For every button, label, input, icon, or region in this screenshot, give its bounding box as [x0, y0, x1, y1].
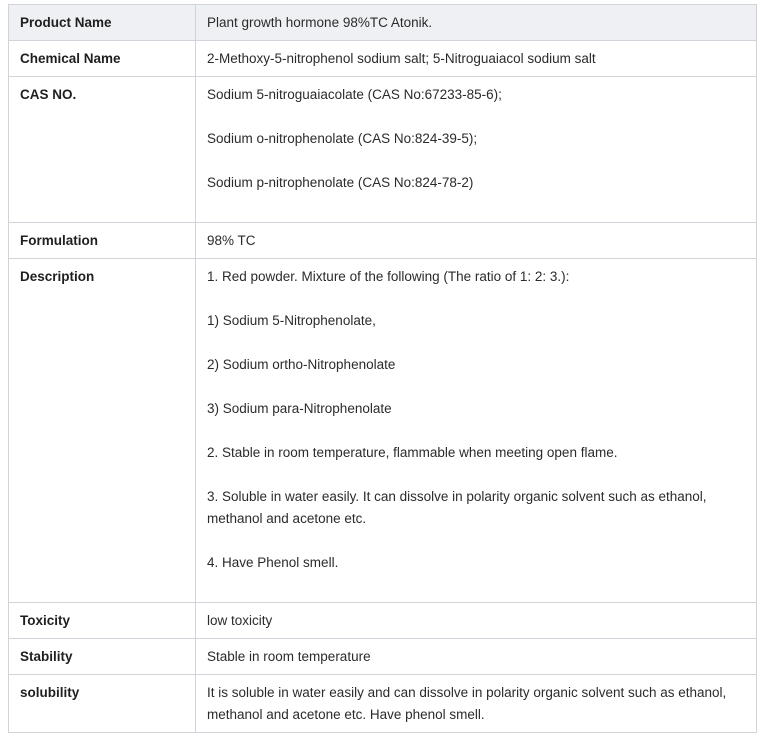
row-label — [9, 5, 196, 41]
row-value-text: Sodium o-nitrophenolate (CAS No:824-39-5); — [207, 131, 478, 146]
row-label-text: solubility — [20, 685, 80, 700]
row-value — [196, 603, 757, 639]
row-value — [196, 5, 757, 41]
row-label-text: Description — [20, 269, 95, 284]
row-label — [9, 639, 196, 675]
row-value-text: 2. Stable in room temperature, flammable when meeting open flame. — [207, 445, 618, 460]
row-value-text: 2-Methoxy-5-nitrophenol sodium salt; 5-Nitroguaiacol sodium salt — [207, 51, 596, 66]
table-row-chemical-name — [9, 41, 757, 77]
row-label — [9, 675, 196, 733]
row-value-text: 3. Soluble in water easily. It can dissolve in polarity organic solvent such as ethanol, methanol and acetone etc. — [207, 489, 707, 526]
row-value — [196, 77, 757, 223]
row-value — [196, 259, 757, 603]
row-value-text: 98% TC — [207, 233, 256, 248]
row-value-text: Sodium 5-nitroguaiacolate (CAS No:67233-85-6); — [207, 87, 502, 102]
row-label — [9, 603, 196, 639]
row-value — [196, 675, 757, 733]
row-label-text: Formulation — [20, 233, 98, 248]
row-label — [9, 77, 196, 223]
row-label — [9, 259, 196, 603]
table-row-cas-no — [9, 77, 757, 223]
row-value-text: 4. Have Phenol smell. — [207, 555, 339, 570]
row-value — [196, 223, 757, 259]
product-spec-table — [8, 4, 757, 733]
row-value — [196, 41, 757, 77]
table-row-toxicity — [9, 603, 757, 639]
row-value-text: low toxicity — [207, 613, 273, 628]
row-value-text: 3) Sodium para-Nitrophenolate — [207, 401, 392, 416]
row-label-text: Product Name — [20, 15, 112, 30]
row-label — [9, 223, 196, 259]
table-row-product-name — [9, 5, 757, 41]
row-value-text: Plant growth hormone 98%TC Atonik. — [207, 15, 433, 30]
table-row-solubility — [9, 675, 757, 733]
row-label-text: Chemical Name — [20, 51, 121, 66]
row-label — [9, 41, 196, 77]
row-value-text: 2) Sodium ortho-Nitrophenolate — [207, 357, 396, 372]
table-row-description — [9, 259, 757, 603]
row-value-text: It is soluble in water easily and can dissolve in polarity organic solvent such as ethanol, methanol and acetone etc. Have phenol smell. — [207, 685, 727, 722]
row-label-text: Stability — [20, 649, 73, 664]
table-row-stability — [9, 639, 757, 675]
row-value — [196, 639, 757, 675]
row-label-text: CAS NO. — [20, 87, 77, 102]
table-row-formulation — [9, 223, 757, 259]
row-value-text: 1. Red powder. Mixture of the following (The ratio of 1: 2: 3.): — [207, 269, 570, 284]
row-label-text: Toxicity — [20, 613, 71, 628]
row-value-text: Stable in room temperature — [207, 649, 371, 664]
row-value-text: Sodium p-nitrophenolate (CAS No:824-78-2) — [207, 175, 474, 190]
row-value-text: 1) Sodium 5-Nitrophenolate, — [207, 313, 376, 328]
